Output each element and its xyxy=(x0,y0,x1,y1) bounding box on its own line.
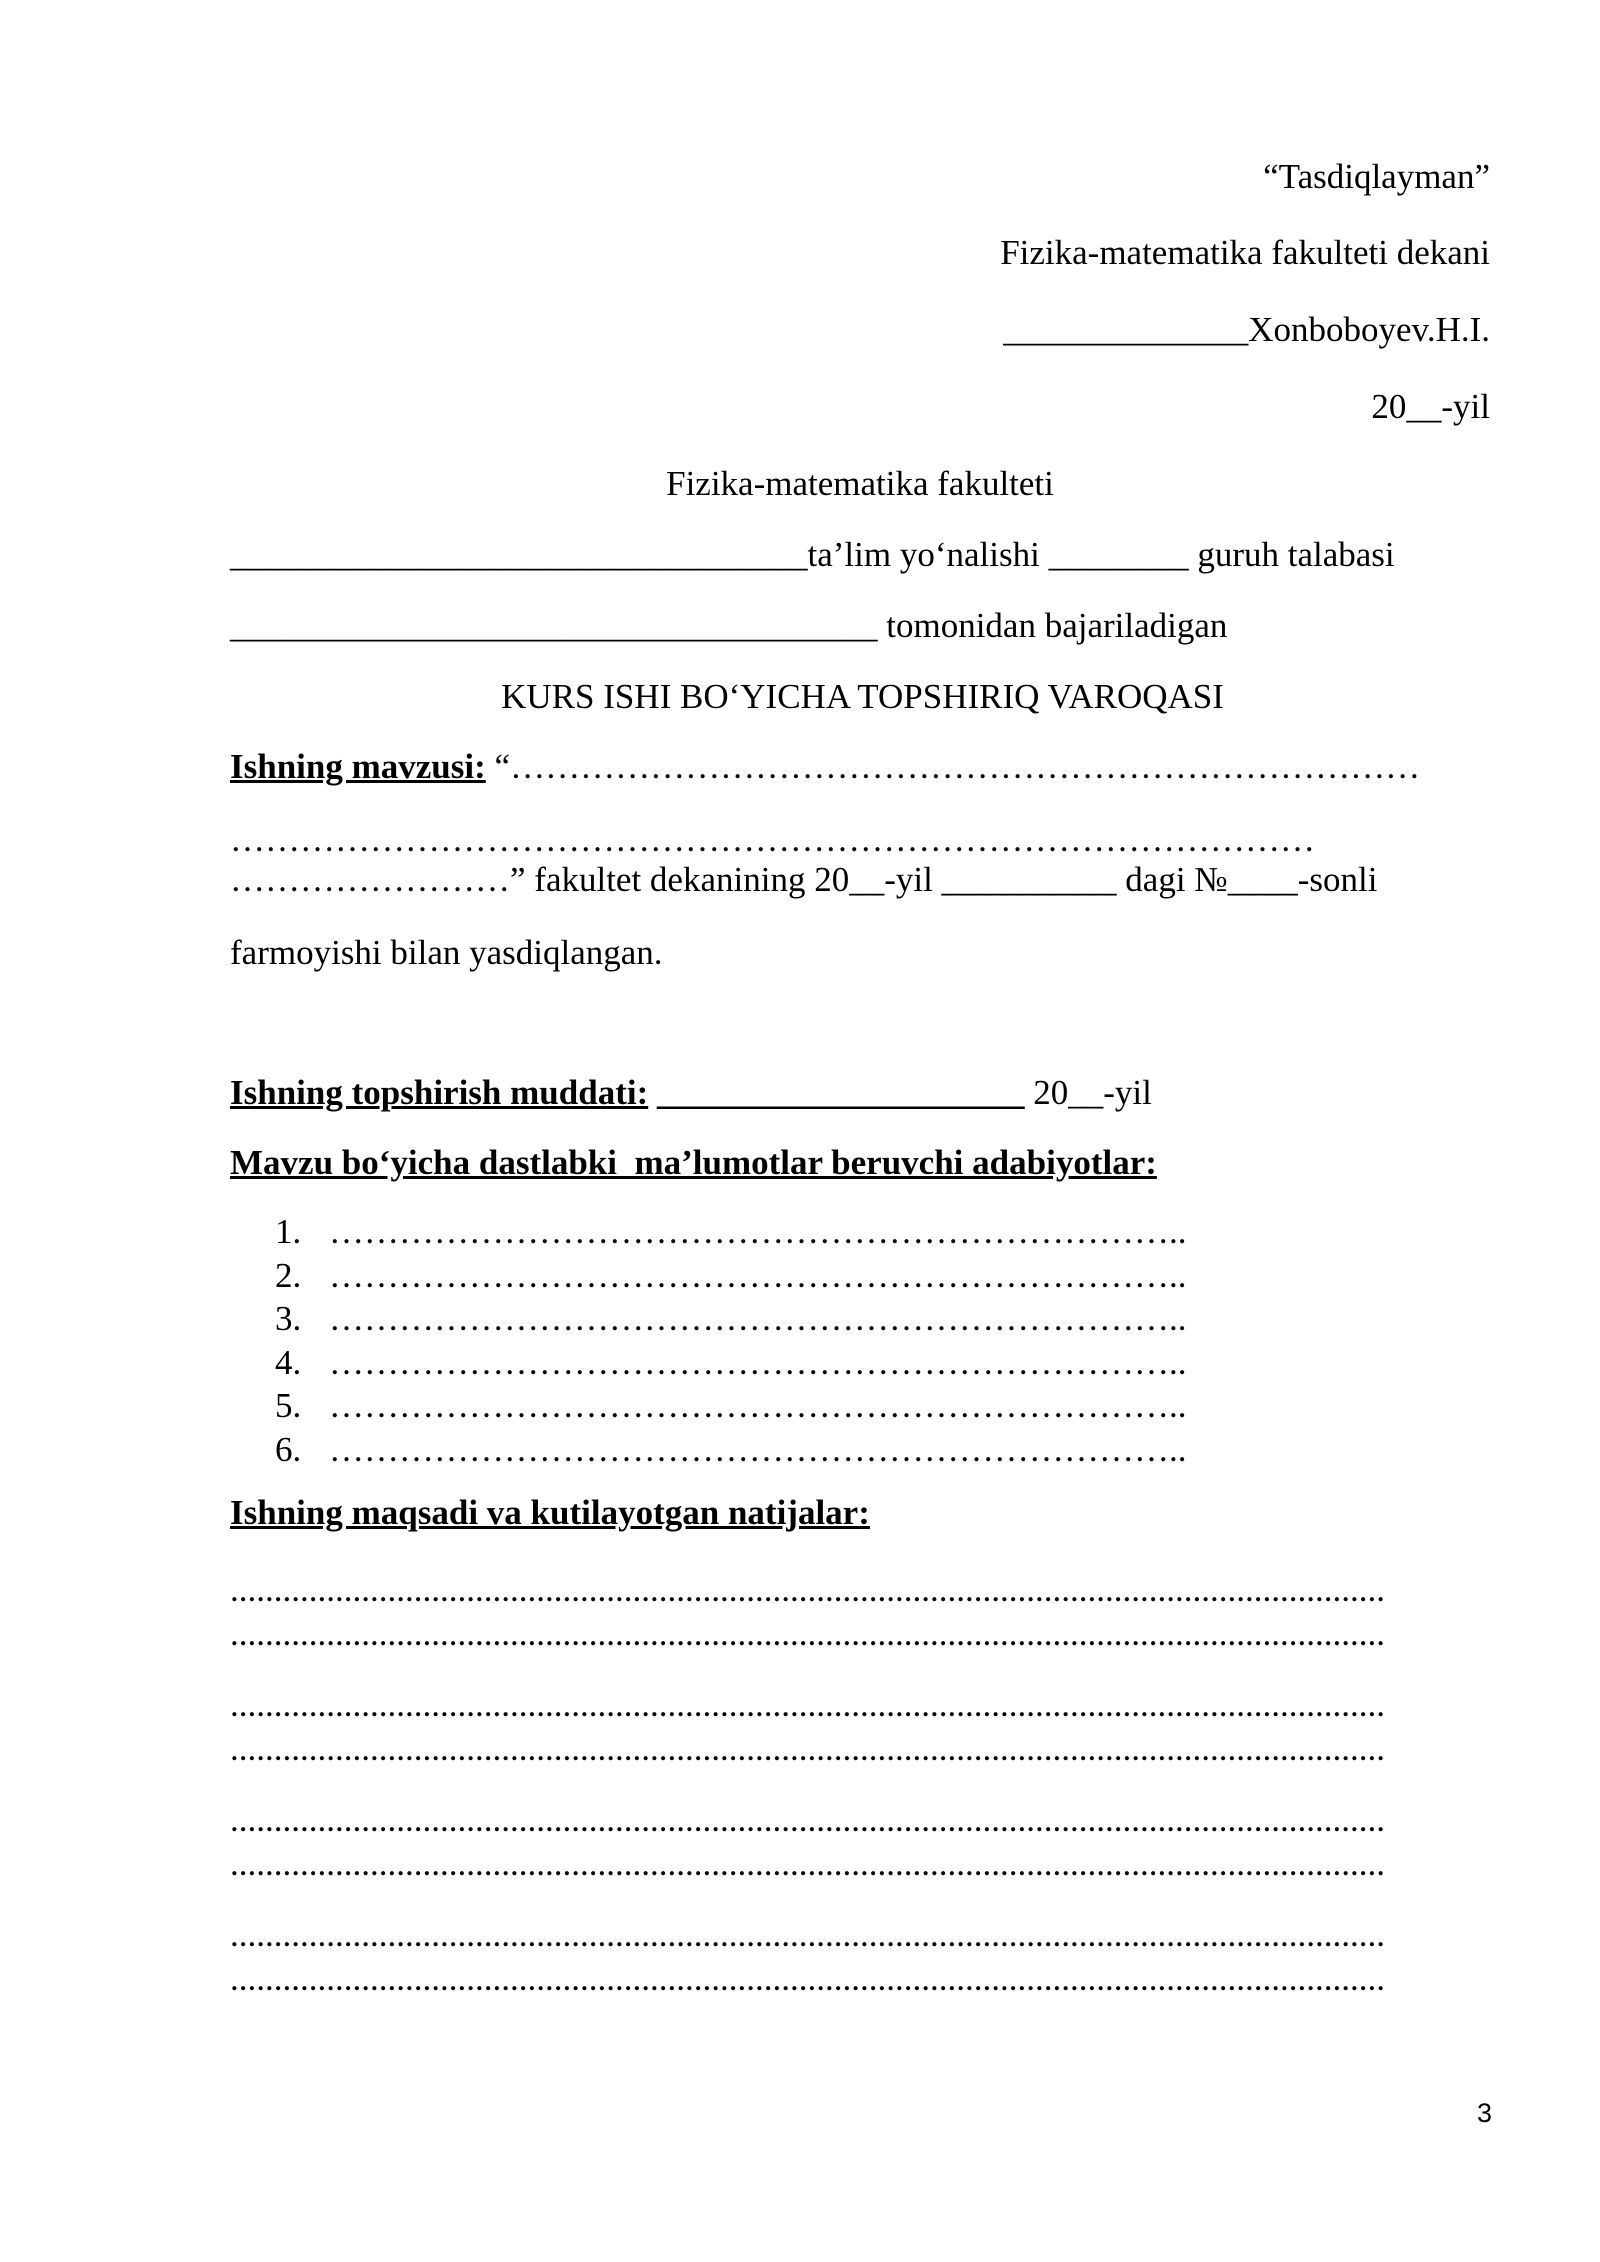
goals-dots-3: .................................................................................................................................... xyxy=(230,1685,1385,1724)
goals-dots-6: .................................................................................................................................... xyxy=(230,1844,1385,1883)
topic-approved: farmoyishi bilan yasdiqlangan. xyxy=(230,933,663,972)
goals-dots-4: .................................................................................................................................... xyxy=(230,1729,1385,1768)
list-item: 2. ……………………………………………………………….. xyxy=(275,1255,1187,1295)
goals-dots-7: .................................................................................................................................... xyxy=(230,1915,1385,1954)
dean-title: Fizika-matematika fakulteti dekani xyxy=(1000,233,1490,272)
goals-dots-5: .................................................................................................................................... xyxy=(230,1800,1385,1839)
dean-signature: ______________Xonboboyev.H.I. xyxy=(1003,310,1490,349)
list-item: 5. ……………………………………………………………….. xyxy=(275,1386,1187,1426)
literature-heading: Mavzu bo‘yicha dastlabki ma’lumotlar beruvchi adabiyotlar: xyxy=(230,1143,1157,1182)
goals-dots-8: .................................................................................................................................... xyxy=(230,1959,1385,1998)
goals-dots-2: .................................................................................................................................... xyxy=(230,1614,1385,1653)
literature-list xyxy=(275,1210,1187,1472)
deadline-line xyxy=(230,1071,1490,1115)
list-item: 1. ……………………………………………………………….. xyxy=(275,1212,1187,1251)
topic-quote: “…………………………………………………………………… xyxy=(485,747,1421,786)
deadline-year: 20__-yil xyxy=(1024,1073,1152,1112)
goals-heading: Ishning maqsadi va kutilayotgan natijalar: xyxy=(230,1493,870,1532)
list-item: 3. ……………………………………………………………….. xyxy=(275,1299,1187,1339)
approval-title: “Tasdiqlayman” xyxy=(1263,157,1490,196)
topic-dots: ………………………………………………………………………………… xyxy=(230,820,1315,859)
student-line: _____________________________________ tomonidan bajariladigan xyxy=(230,606,1228,645)
direction-line: _________________________________ta’lim yo‘nalishi ________ guruh talabasi xyxy=(230,535,1395,574)
topic-line xyxy=(230,745,1490,789)
page-number: 3 xyxy=(1476,2098,1492,2128)
faculty-name: Fizika-matematika fakulteti xyxy=(666,464,1054,503)
topic-label: Ishning mavzusi: xyxy=(230,747,486,786)
list-item: 4. ……………………………………………………………….. xyxy=(275,1342,1187,1382)
list-item: 6. ……………………………………………………………….. xyxy=(275,1429,1187,1469)
topic-decree-line: ……………………” fakultet dekanining 20__-yil __________ dagi №____-sonli xyxy=(230,860,1378,899)
approval-year: 20__-yil xyxy=(1371,387,1490,426)
document-title: KURS ISHI BO‘YICHA TOPSHIRIQ VAROQASI xyxy=(501,677,1224,716)
goals-dots-1: .................................................................................................................................... xyxy=(230,1570,1385,1609)
deadline-label: Ishning topshirish muddati: xyxy=(230,1073,649,1112)
deadline-blank: _____________________ xyxy=(656,1073,1025,1112)
